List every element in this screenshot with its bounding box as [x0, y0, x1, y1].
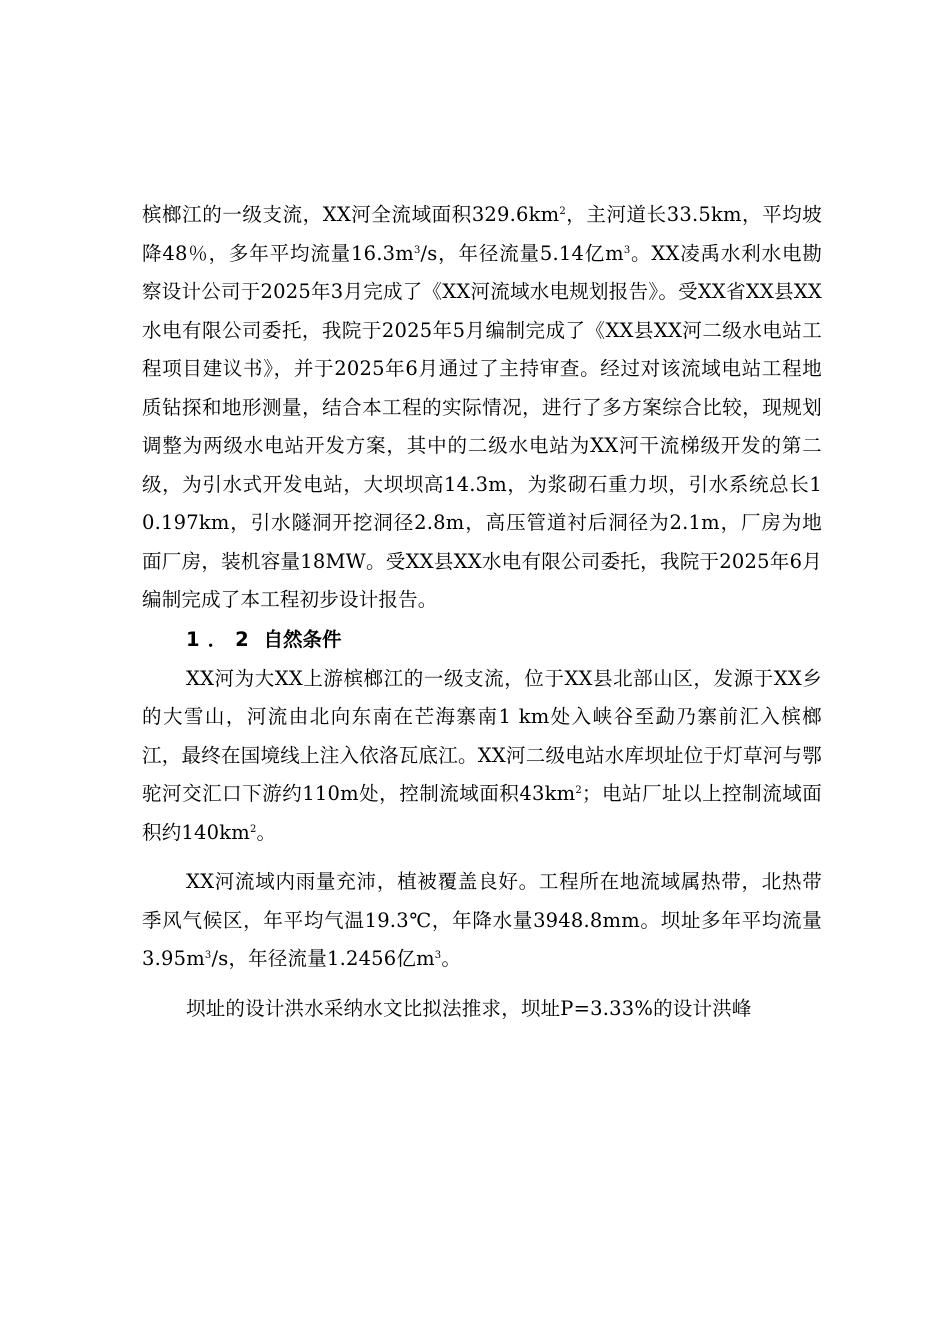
- text-run: 。XX凌禹水利水电勘察设计公司于2025年3月完成了《XX河流域水电规划报告》。受XX省XX县XX水电有限公司委托，我院于2025年5月编制完成了《XX县XX河二级水电站工程项目建议书》，并于2025年6月通过了主持审查。经过对该流域电站工程地质钻探和地形测量，结合本工程的实际情况，进行了多方案综合比较，现规划调整为两级水电站开发方案，其中的二级水电站为XX河干流梯级开发的第二级，为引水式开发电站，大坝坝高14.3m，为浆砌石重力坝，引水系统总长10.197km，引水隧洞开挖洞径2.8m，高压管道衬后洞径为2.1m，厂房为地面厂房，装机容量18MW。受XX县XX水电有限公司委托，我院于2025年6月编制完成了本工程初步设计报告。: [142, 241, 823, 611]
- paragraph-climate: [142, 863, 822, 979]
- superscript: 2: [249, 823, 257, 835]
- superscript: 2: [559, 206, 566, 217]
- text-run: 。: [441, 947, 462, 970]
- section-heading: [142, 620, 822, 660]
- text-run: XX河流域内雨量充沛，植被覆盖良好。工程所在地流域属热带，北热带季风气候区，年平均气温19.3℃，年降水量3948.8mm。坝址多年平均流量3.95m: [142, 870, 822, 970]
- paragraph-river-overview: [142, 660, 822, 853]
- document-body: [142, 196, 822, 1028]
- superscript: 3: [623, 244, 631, 256]
- text-run: ，主河道长33.5km，平均坡降48％，多年平均流量16.3m: [142, 203, 822, 265]
- superscript: 3: [413, 244, 421, 256]
- paragraph-design-flood: [142, 990, 822, 1029]
- superscript: 3: [434, 950, 442, 961]
- text-run: /s，年径流量5.14亿m: [420, 241, 624, 265]
- text-run: XX河为大XX上游槟榔江的一级支流，位于XX县北部山区，发源于XX乡的大雪山，河流由北向东南在芒海寨南1 km处入峡谷至勐乃寨前汇入槟榔江，最终在国境线上注入依洛瓦底江。XX河二级电站水库坝址位于灯草河与鄂驼河交汇口下游约110m处，控制流域面积43km: [142, 666, 822, 805]
- section-number: 1．2: [186, 627, 257, 651]
- text-run: 槟榔江的一级支流，XX河全流域面积329.6km: [142, 203, 560, 226]
- paragraph-project-background: [142, 196, 822, 620]
- text-run: 。: [256, 820, 277, 844]
- superscript: 3: [204, 950, 212, 961]
- superscript: 2: [575, 785, 582, 796]
- text-run: 坝址的设计洪水采纳水文比拟法推求，坝址P=3.33%的设计洪峰: [186, 996, 752, 1020]
- text-run: /s，年径流量1.2456亿m: [211, 947, 435, 970]
- text-run: ；电站厂址以上控制流域面积约140km: [142, 782, 822, 844]
- section-title: 自然条件: [263, 627, 342, 651]
